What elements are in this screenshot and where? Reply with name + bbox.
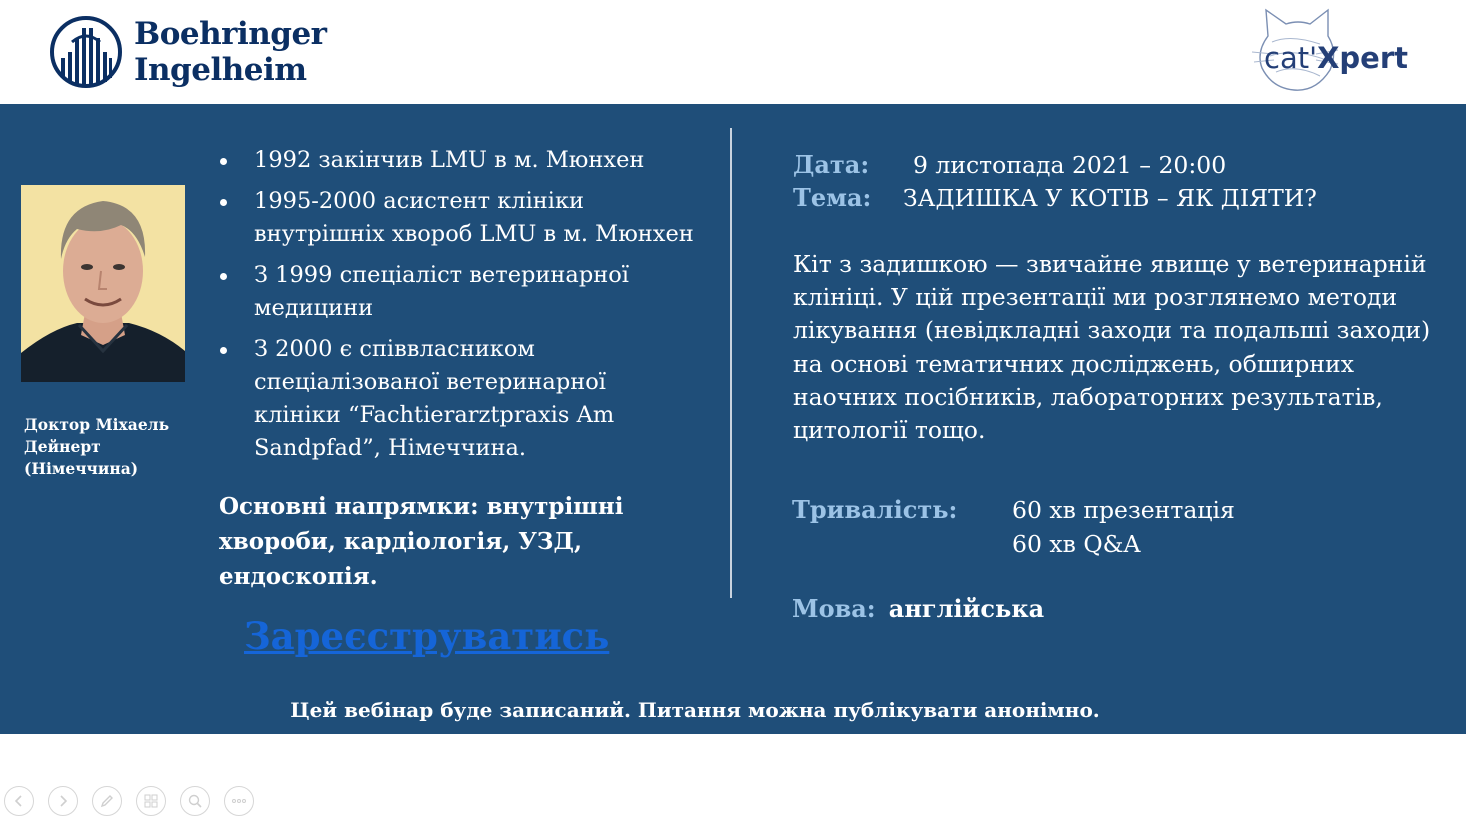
description-line: наочних посібників, лабораторних результатів, [793,382,1383,411]
topic-label: Тема: [793,183,872,212]
description-line: лікування (невідкладні заходи та подальші заходи) [793,316,1431,345]
bio-line: 1995-2000 асистент клініки [254,188,585,214]
bio-line: Sandpfad”, Німеччина. [254,435,527,461]
logo-line-2: Ingelheim [134,52,307,88]
bio-item [216,144,726,177]
bio-item [216,259,726,325]
speaker-name [24,414,199,480]
speaker-name-line: Дейнерт [24,437,101,456]
speaker-portrait-icon [21,185,185,382]
language-value: англійська [888,594,1045,623]
bio-line: спеціалізованої ветеринарної [254,369,606,395]
pen-icon[interactable] [92,786,122,816]
bio-line: З 1999 спеціаліст ветеринарної [254,262,629,288]
slides-icon[interactable] [136,786,166,816]
column-divider [730,128,732,598]
bullet-icon [220,273,227,280]
catxpert-bold: Xpert [1317,41,1409,75]
speaker-photo [21,185,185,382]
event-language-row [792,592,1044,629]
duration-value: 60 хв презентація [1012,496,1235,524]
bullet-icon [220,199,227,206]
boehringer-wordmark [134,16,327,88]
focus-areas [219,489,699,594]
more-icon[interactable] [224,786,254,816]
bio-item [216,185,726,251]
bio-line: внутрішніх хвороб LMU в м. Мюнхен [254,221,694,247]
event-description [793,248,1443,447]
event-duration-row [792,493,1235,558]
description-line: клініці. У цій презентації ми розглянемо методи [793,283,1398,312]
date-label: Дата: [793,150,870,179]
zoom-icon[interactable] [180,786,210,816]
register-link[interactable]: Зареєструватись [244,614,610,658]
speaker-name-line: Доктор Міхаель [24,415,170,434]
recording-note: Цей вебінар буде записаний. Питання можна публікувати анонімно. [290,698,1100,722]
speaker-name-line: (Німеччина) [24,459,139,478]
slide-content [0,104,1466,734]
previous-icon[interactable] [4,786,34,816]
boehringer-emblem-icon [48,14,124,90]
event-date-row [793,149,1227,184]
catxpert-wordmark [1264,41,1408,75]
duration-value: 60 хв Q&A [1012,530,1141,558]
duration-label: Тривалість: [792,495,958,524]
description-line: Кіт з задишкою — звичайне явище у ветеринарній [793,250,1427,278]
catxpert-logo [1250,6,1420,96]
focus-line: Основні напрямки: внутрішні [219,493,624,520]
focus-line: хвороби, кардіологія, УЗД, [219,528,582,555]
bullet-icon [220,158,227,165]
header [0,0,1466,104]
focus-line: ендоскопія. [219,563,378,590]
bio-line: медицини [254,295,374,321]
language-label: Мова: [792,594,876,623]
bio-line: клініки “Fachtierarztpraxis Am [254,402,615,428]
next-icon[interactable] [48,786,78,816]
description-line: на основі тематичних досліджень, обширних [793,349,1354,378]
date-value: 9 листопада 2021 – 20:00 [913,151,1227,179]
duration-values [1012,493,1235,561]
bio-line: 1992 закінчив LMU в м. Мюнхен [254,147,645,173]
speaker-bio-list [216,144,726,473]
bio-item [216,333,726,465]
bullet-icon [220,347,227,354]
bio-line: З 2000 є співвласником [254,336,535,362]
logo-line-1: Boehringer [134,16,327,52]
catxpert-light: cat' [1264,41,1318,75]
description-line: цитології тощо. [793,416,986,445]
event-topic-row [793,182,1317,217]
topic-value: ЗАДИШКА У КОТІВ – ЯК ДІЯТИ? [903,184,1317,212]
